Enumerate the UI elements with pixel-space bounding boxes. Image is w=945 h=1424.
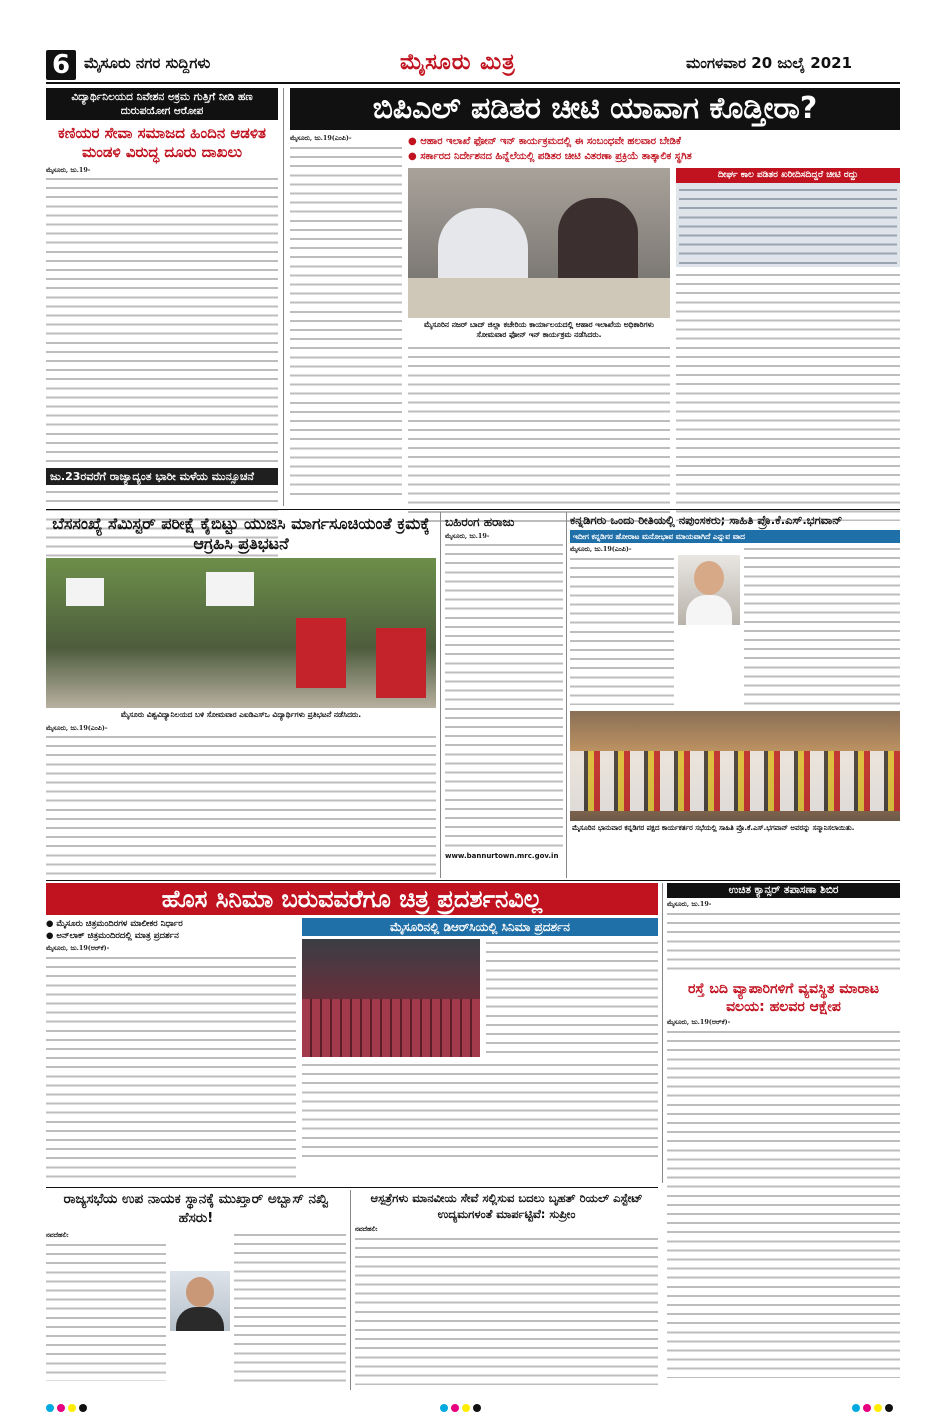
bullet-icon: ●: [46, 919, 54, 929]
photo-caption: ಮೈಸೂರು ವಿಶ್ವವಿದ್ಯಾನಿಲಯದ ಬಳಿ ಸೋಮವಾರ ಎಐಡಿಎಸ್ಒ ವಿದ್ಯಾರ್ಥಿಗಳು ಪ್ರತಿಭಟನೆ ನಡೆಸಿದರು.: [120, 710, 362, 719]
story-headline: ಕನ್ನಡಿಗರು ಒಂದು ರೀತಿಯಲ್ಲಿ ನಪುಂಸಕರು; ಸಾಹಿತಿ ಪ್ರೊ.ಕೆ.ಎಸ್.ಭಗವಾನ್: [570, 513, 843, 527]
story-headline: ಉಚಿತ ಕ್ಯಾನ್ಸರ್ ತಪಾಸಣಾ ಶಿಬಿರ: [667, 883, 900, 898]
photo-protest: [46, 558, 436, 708]
story-dateline: ಮೈಸೂರು, ಜು.19(ಎಂಪಿ)-: [46, 724, 108, 732]
column-rule: [350, 1190, 351, 1390]
sidebar-box: [676, 183, 900, 267]
photo-caption: ಮೈಸೂರಿನ ಭಾನುವಾರ ಕನ್ನಡಿಗರ ಪಕ್ಷದ ಕಾರ್ಯಕರ್ತರ ಸಭೆಯಲ್ಲಿ ಸಾಹಿತಿ ಪ್ರೊ.ಕೆ.ಎಸ್.ಭಗವಾನ್ ಅವರನ್ನು ಸನ್ಮಾನಿಸಲಾಯಿತು.: [572, 824, 855, 832]
header-rule: [46, 82, 900, 84]
story-headline: ರಾಜ್ಯಸಭೆಯ ಉಪ ನಾಯಕ ಸ್ಥಾನಕ್ಕೆ ಮುಖ್ತಾರ್ ಅಬ್ಬಾಸ್ ನಖ್ವಿ ಹೆಸರು!: [63, 1191, 329, 1226]
story-headline: ಬೆಸಸಂಖ್ಯೆ ಸೆಮಿಸ್ಟರ್ ಪರೀಕ್ಷೆ ಕೈಬಿಟ್ಟು ಯುಜಿಸಿ ಮಾರ್ಗಸೂಚಿಯಂತೆ ಕ್ರಮಕ್ಕೆ ಆಗ್ರಹಿಸಿ ಪ್ರತಿಭಟನೆ: [52, 514, 430, 553]
body-fill: [234, 1231, 346, 1383]
box-title: ಮೈಸೂರಿನಲ್ಲಿ ಡಿಆರ್‌ಸಿಯಲ್ಲಿ ಸಿನಿಮಾ ಪ್ರದರ್ಶನ: [302, 918, 658, 936]
portrait-photo: [170, 1271, 230, 1331]
body-fill: [46, 1241, 166, 1381]
story-kannada: [570, 512, 900, 878]
color-registration-marks: [46, 1404, 87, 1412]
story-headline: ಕಣಿಯರ ಸೇವಾ ಸಮಾಜದ ಹಿಂದಿನ ಆಡಳಿತ ಮಂಡಳಿ ವಿರುದ್ಧ ದೂರು ದಾಖಲು: [58, 124, 266, 161]
masthead-logo: ಮೈಸೂರು ಮಿತ್ರ: [400, 50, 516, 75]
story-headline: ಹೊಸ ಸಿನಿಮಾ ಬರುವವರೆಗೂ ಚಿತ್ರ ಪ್ರದರ್ಶನವಿಲ್ಲ: [46, 883, 658, 915]
bullet-text: ಆಹಾರ ಇಲಾಖೆ ಫೋನ್ ಇನ್ ಕಾರ್ಯಕ್ರಮದಲ್ಲಿ ಈ ಸಂಬಂಧವೇ ಹಲವಾರ ಬೇಡಿಕೆ: [420, 136, 681, 147]
body-fill: [676, 271, 900, 521]
bullet-line-1: [408, 134, 900, 149]
body-fill: [290, 144, 402, 502]
body-fill: [667, 1028, 900, 1378]
column-rule: [283, 88, 284, 506]
body-fill: [667, 910, 900, 972]
body-column: [570, 545, 674, 705]
bullet-line-1: [46, 918, 296, 930]
story-cinema: [46, 883, 658, 1183]
story-traders: [667, 980, 900, 1390]
story-complaint: [46, 88, 278, 464]
bullet-text: ಅನ್‌ಲಾಕ್ ಚಿತ್ರಮಂದಿರದಲ್ಲಿ ಮಾತ್ರ ಪ್ರದರ್ಶನ: [56, 931, 179, 941]
story-kicker: ವಿದ್ಯಾರ್ಥಿನಿಲಯದ ನಿವೇಶನ ಅಕ್ರಮ ಗುತ್ತಿಗೆ ನೀಡಿ ಹಣ ದುರುಪಯೋಗ ಆರೋಪ: [46, 88, 278, 120]
photo-theatre: [302, 939, 480, 1057]
story-headline: ಜು.23ರವರೆಗೆ ರಾಜ್ಯಾದ್ಯಂತ ಭಾರೀ ಮಳೆಯ ಮುನ್ಸೂಚನೆ: [46, 468, 278, 485]
body-fill: [486, 939, 658, 1057]
story-dateline: ಮೈಸೂರು, ಜು.19(ಆರ್‌ಕೆ)-: [46, 944, 110, 952]
body-column: [46, 1231, 166, 1383]
body-fill: [570, 555, 674, 705]
section-rule: [46, 1187, 658, 1188]
column-rule: [440, 512, 441, 878]
story-headline: ಬಹಿರಂಗ ಹರಾಜು: [445, 515, 515, 529]
story-body: [46, 724, 436, 733]
photo-caption: ಮೈಸೂರಿನ ನಜರ್ ಬಾದ್ ಜಿಲ್ಲಾ ಕಚೇರಿಯ ಕಾರ್ಯಾಲಯದಲ್ಲಿ ಆಹಾರ ಇಲಾಖೆಯ ಅಧಿಕಾರಿಗಳು ಸೋಮವಾರ ಫೋನ್ ಇನ್ ಕಾರ್ಯಕ್ರಮ ನಡೆಸಿದರು.: [423, 320, 655, 339]
story-body: [46, 166, 278, 476]
sidebar-title: ದೀರ್ಘ ಕಾಲ ಪಡಿತರ ಖರೀದಿಸದಿದ್ದರೆ ಚೀಟಿ ರದ್ದು: [676, 168, 900, 183]
color-registration-marks: [852, 1404, 893, 1412]
story-dateline: ಮೈಸೂರು, ಜು.19(ಎಂಪಿ)-: [290, 134, 352, 142]
story-dateline: ಮೈಸೂರು, ಜು.19-: [667, 900, 712, 908]
bullet-icon: ●: [46, 931, 54, 941]
story-headline: ರಸ್ತೆ ಬದಿ ವ್ಯಾಪಾರಿಗಳಿಗೆ ವ್ಯವಸ್ಥಿತ ಮಾರಾಟ ವಲಯ: ಹಲವರ ಆಕ್ಷೇಪ: [687, 981, 880, 1015]
column-rule: [662, 883, 663, 1183]
body-fill: [408, 344, 670, 524]
body-fill: [445, 541, 563, 851]
story-headline: ಬಿಪಿಎಲ್ ಪಡಿತರ ಚೀಟಿ ಯಾವಾಗ ಕೊಡ್ತೀರಾ?: [290, 88, 900, 130]
bullet-text: ಮೈಸೂರು ಚಿತ್ರಮಂದಿರಗಳ ಮಾಲೀಕರ ನಿರ್ಧಾರ: [56, 919, 183, 929]
section-rule: [46, 509, 900, 510]
story-supreme-court: [355, 1190, 658, 1390]
body-fill: [46, 175, 278, 475]
story-dateline: ಮೈಸೂರು, ಜು.19-: [46, 166, 91, 174]
body-fill: [302, 1061, 658, 1161]
body-fill: [46, 954, 296, 1182]
photo-group: [570, 711, 900, 821]
bullet-icon: ●: [408, 136, 417, 147]
body-fill: [355, 1235, 658, 1385]
bullet-icon: ●: [408, 151, 417, 162]
bullet-line-2: [46, 930, 296, 942]
story-dateline: ಮೈಸೂರು, ಜು.19-: [445, 532, 490, 540]
page-number: 6: [46, 50, 76, 80]
story-cancer: [667, 883, 900, 975]
story-rain: [46, 468, 278, 508]
body-column-1: [290, 134, 402, 504]
story-auction: [445, 512, 563, 878]
bullet-line-2: [408, 149, 900, 164]
photo-office: [408, 168, 670, 318]
story-bpl: [290, 88, 900, 508]
story-ugc: [46, 512, 436, 878]
story-dateline: ನವದೆಹಲಿ:: [355, 1225, 378, 1233]
story-subhead: ಇದೀಗ ಕನ್ನಡಿಗರ ಹೋರಾಟ ಮನೋಭಾವ ಮಾಯವಾಗಿದೆ ಎನ್ನುವ ವಾದ: [570, 530, 900, 543]
story-dateline: ಮೈಸೂರು, ಜು.19(ಎಂಪಿ)-: [570, 545, 632, 553]
body-fill: [46, 733, 436, 881]
story-dateline: ಮೈಸೂರು, ಜು.19(ಆರ್‌ಕೆ)-: [667, 1018, 731, 1026]
column-rule: [566, 512, 567, 878]
story-body: [445, 532, 563, 541]
section-rule: [46, 880, 900, 881]
issue-date: ಮಂಗಳವಾರ 20 ಜುಲೈ 2021: [686, 54, 853, 72]
portrait-photo: [678, 555, 740, 625]
website-url[interactable]: www.bannurtown.mrc.gov.in: [445, 852, 559, 861]
story-headline: ಆಸ್ಪತ್ರೆಗಳು ಮಾನವೀಯ ಸೇವೆ ಸಲ್ಲಿಸುವ ಬದಲು ಬೃಹತ್ ರಿಯಲ್ ಎಸ್ಟೇಟ್ ಉದ್ಯಮಗಳಂತೆ ಮಾರ್ಪಟ್ಟಿವೆ: ಸುಪ್ರೀಂ: [370, 1191, 643, 1221]
story-dateline: ನವದೆಹಲಿ:: [46, 1231, 69, 1239]
story-naqvi: [46, 1190, 346, 1390]
color-registration-marks: [440, 1404, 481, 1412]
bullet-text: ಸರ್ಕಾರದ ನಿರ್ದೇಶನದ ಹಿನ್ನೆಲೆಯಲ್ಲಿ ಪಡಿತರ ಚೀಟಿ ವಿತರಣಾ ಪ್ರಕ್ರಿಯೆ ತಾತ್ಕಾಲಿಕ ಸ್ಥಗಿತ: [420, 151, 692, 162]
body-fill: [744, 545, 900, 705]
section-title: ಮೈಸೂರು ನಗರ ಸುದ್ದಿಗಳು: [84, 54, 211, 72]
